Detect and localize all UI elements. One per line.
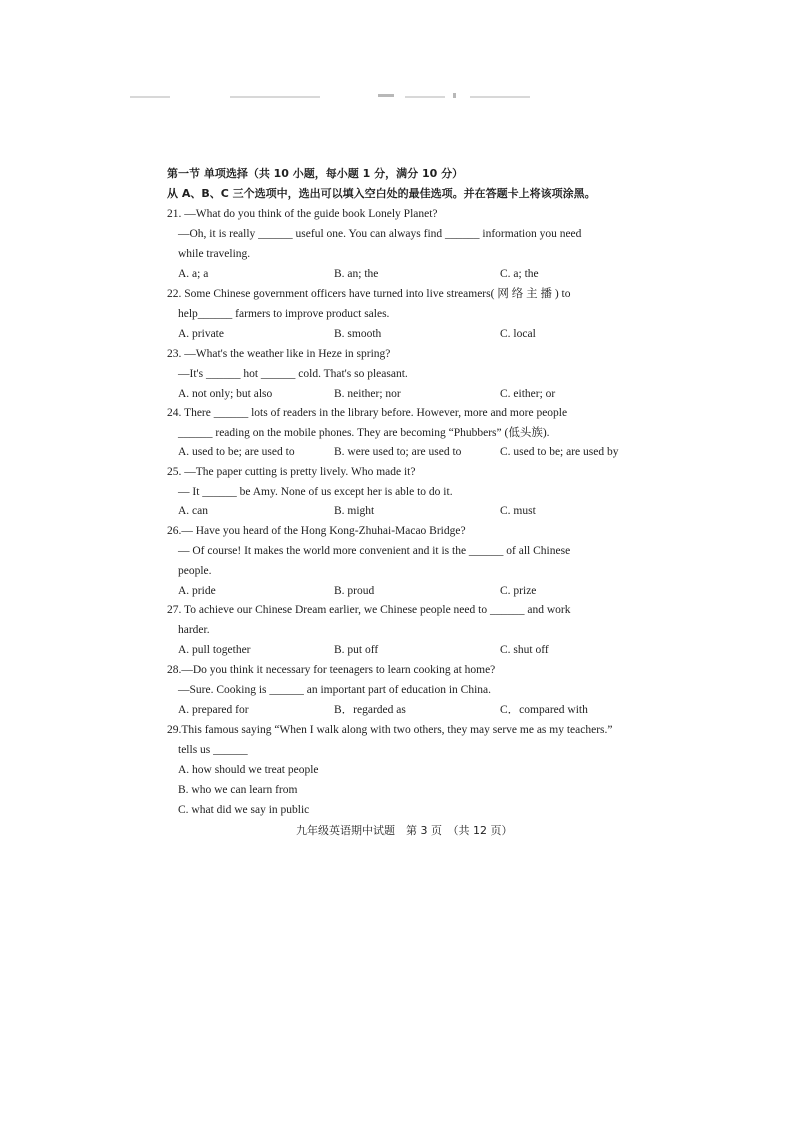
question-23-stem: 23. —What's the weather like in Heze in spring? xyxy=(167,348,391,360)
question-21-option-c: C. a; the xyxy=(500,268,539,280)
question-23-option-a: A. not only; but also xyxy=(178,388,273,400)
question-24-option-c: C. used to be; are used by xyxy=(500,446,619,458)
question-28-option-a: A. prepared for xyxy=(178,704,249,716)
question-26-line2: — Of course! It makes the world more convenient and it is the ______ of all Chinese xyxy=(178,545,571,557)
question-28-option-c: C．compared with xyxy=(500,704,588,716)
scan-smudge xyxy=(470,96,530,98)
question-21-line2: —Oh, it is really ______ useful one. You can always find ______ information you need xyxy=(178,228,582,240)
question-28-line2: —Sure. Cooking is ______ an important part of education in China. xyxy=(178,684,492,696)
question-26-stem: 26.— Have you heard of the Hong Kong-Zhuhai-Macao Bridge? xyxy=(167,525,466,537)
question-22-option-c: C. local xyxy=(500,328,536,340)
page-footer: 九年级英语期中试题 第 3 页 （共 12 页） xyxy=(296,824,513,837)
question-21-stem: 21. —What do you think of the guide book Lonely Planet? xyxy=(167,208,438,220)
question-25-option-b: B. might xyxy=(334,505,375,517)
question-28-option-b: B．regarded as xyxy=(334,704,406,716)
scan-smudge xyxy=(230,96,320,98)
question-26-line3: people. xyxy=(178,565,212,577)
question-27-option-b: B. put off xyxy=(334,644,379,656)
question-24-stem: 24. There ______ lots of readers in the library before. However, more and more people xyxy=(167,407,568,419)
section-instruction: 从 A、B、C 三个选项中，选出可以填入空白处的最佳选项。并在答题卡上将该项涂黑。 xyxy=(167,187,596,200)
question-26-option-c: C. prize xyxy=(500,585,537,597)
question-26-option-b: B. proud xyxy=(334,585,375,597)
section-title: 第一节 单项选择（共 10 小题，每小题 1 分，满分 10 分） xyxy=(167,167,464,180)
question-27-line2: harder. xyxy=(178,624,210,636)
question-29-line2: tells us ______ xyxy=(178,744,248,756)
scan-smudge xyxy=(130,96,170,98)
question-29-stem: 29.This famous saying “When I walk along with two others, they may serve me as my teachers.” xyxy=(167,724,613,736)
question-23-option-c: C. either; or xyxy=(500,388,556,400)
question-22-option-b: B. smooth xyxy=(334,328,382,340)
question-29-option-c: C. what did we say in public xyxy=(178,804,310,816)
question-25-option-a: A. can xyxy=(178,505,209,517)
scan-smudge xyxy=(453,93,456,98)
question-23-line2: —It's ______ hot ______ cold. That's so pleasant. xyxy=(178,368,408,380)
question-22-option-a: A. private xyxy=(178,328,224,340)
question-24-option-b: B. were used to; are used to xyxy=(334,446,462,458)
question-28-stem: 28.—Do you think it necessary for teenagers to learn cooking at home? xyxy=(167,664,496,676)
question-22-line2: help______ farmers to improve product sales. xyxy=(178,308,390,320)
question-27-option-a: A. pull together xyxy=(178,644,251,656)
question-23-option-b: B. neither; nor xyxy=(334,388,401,400)
scan-smudge xyxy=(378,94,394,97)
question-29-option-b: B. who we can learn from xyxy=(178,784,298,796)
question-25-stem: 25. —The paper cutting is pretty lively. Who made it? xyxy=(167,466,416,478)
question-24-option-a: A. used to be; are used to xyxy=(178,446,295,458)
question-22-stem: 22. Some Chinese government officers have turned into live streamers( 网 络 主 播 ) to xyxy=(167,288,571,300)
question-21-option-a: A. a; a xyxy=(178,268,209,280)
question-25-option-c: C. must xyxy=(500,505,536,517)
question-24-line2: ______ reading on the mobile phones. They are becoming “Phubbers” (低头族). xyxy=(178,427,550,439)
question-25-line2: — It ______ be Amy. None of us except her is able to do it. xyxy=(178,486,453,498)
question-21-line3: while traveling. xyxy=(178,248,251,260)
question-29-option-a: A. how should we treat people xyxy=(178,764,319,776)
scan-smudge xyxy=(405,96,445,98)
question-27-option-c: C. shut off xyxy=(500,644,549,656)
question-26-option-a: A. pride xyxy=(178,585,216,597)
question-27-stem: 27. To achieve our Chinese Dream earlier, we Chinese people need to ______ and work xyxy=(167,604,571,616)
question-21-option-b: B. an; the xyxy=(334,268,379,280)
